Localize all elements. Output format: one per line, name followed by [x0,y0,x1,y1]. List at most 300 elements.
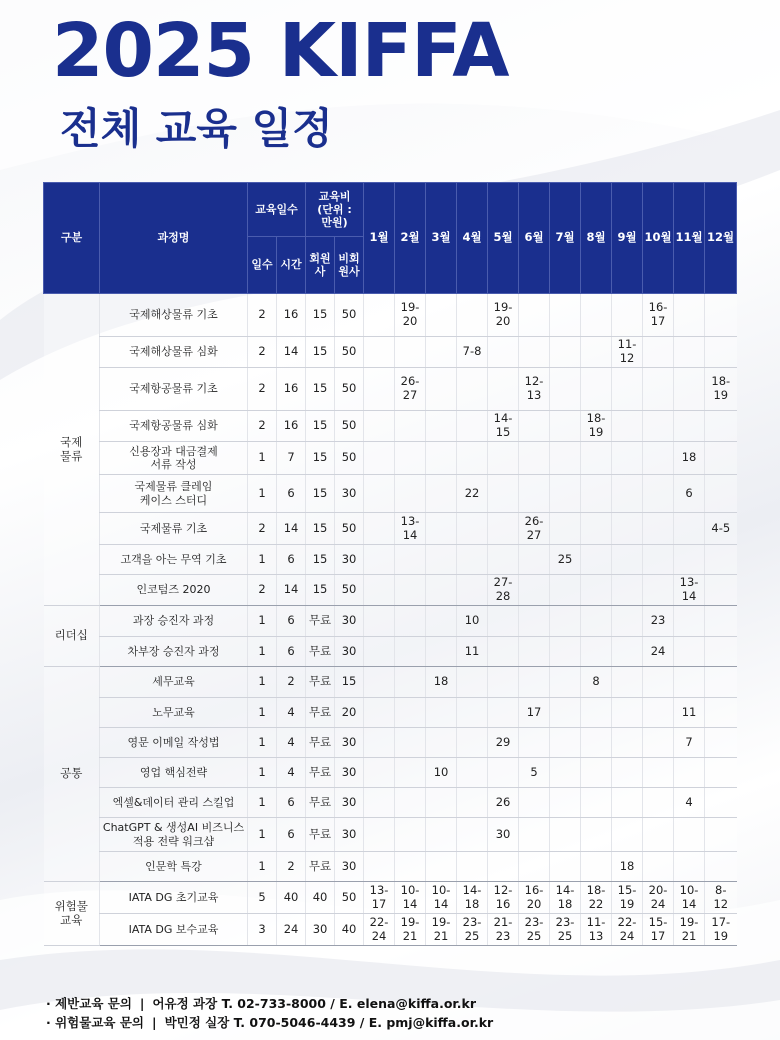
month-date-cell: 11 [674,698,705,728]
table-row [44,914,737,946]
header-month: 8월 [581,183,612,294]
month-date-cell [457,545,488,575]
table-row [44,852,737,882]
category-cell: 공통 [44,667,100,882]
month-date-cell [643,513,674,545]
days-cell: 1 [248,698,277,728]
hours-cell: 16 [277,294,306,337]
month-date-cell [550,818,581,852]
month-date-cell: 7 [674,728,705,758]
month-date-cell [612,513,643,545]
hours-cell: 4 [277,728,306,758]
course-name: 세무교육 [100,667,248,698]
month-date-cell [457,294,488,337]
hours-cell: 6 [277,606,306,637]
month-date-cell [488,337,519,368]
contact-label: · 제반교육 문의 [46,996,132,1011]
month-date-cell [364,337,395,368]
month-date-cell [488,368,519,411]
month-date-cell [426,337,457,368]
month-date-cell [519,545,550,575]
nonmember-fee-cell: 50 [335,442,364,475]
month-date-cell: 17 [519,698,550,728]
page-title: 2025 KIFFA [52,8,509,94]
member-fee-cell: 무료 [306,667,335,698]
month-date-cell [643,667,674,698]
days-cell: 1 [248,788,277,818]
header-month: 7월 [550,183,581,294]
month-date-cell [612,698,643,728]
month-date-cell [705,788,737,818]
month-date-cell [643,545,674,575]
month-date-cell: 24 [643,637,674,667]
header-category: 구분 [44,183,100,294]
month-date-cell [364,475,395,513]
month-date-cell [705,475,737,513]
nonmember-fee-cell: 30 [335,728,364,758]
header-hours: 시간 [277,237,306,294]
month-date-cell [426,698,457,728]
month-date-cell: 6 [674,475,705,513]
month-date-cell [643,411,674,442]
nonmember-fee-cell: 30 [335,545,364,575]
month-date-cell [395,442,426,475]
month-date-cell [364,637,395,667]
nonmember-fee-cell: 50 [335,513,364,545]
member-fee-cell: 15 [306,294,335,337]
month-date-cell: 10 [426,758,457,788]
month-date-cell: 18 [674,442,705,475]
contact-info: 박민정 실장 T. 070-5046-4439 / E. pmj@kiffa.or.kr [164,1015,494,1030]
month-date-cell [426,545,457,575]
table-row [44,411,737,442]
month-date-cell: 12- 13 [519,368,550,411]
month-date-cell [643,368,674,411]
month-date-cell [612,475,643,513]
month-date-cell [581,475,612,513]
month-date-cell [457,442,488,475]
table-row [44,442,737,475]
month-date-cell [674,294,705,337]
month-date-cell [581,513,612,545]
month-date-cell [705,698,737,728]
month-date-cell [705,637,737,667]
nonmember-fee-cell: 30 [335,818,364,852]
header-month: 9월 [612,183,643,294]
month-date-cell [395,637,426,667]
month-date-cell [674,368,705,411]
month-date-cell [426,818,457,852]
table-row [44,545,737,575]
month-date-cell [364,411,395,442]
month-date-cell [395,818,426,852]
days-cell: 1 [248,818,277,852]
nonmember-fee-cell: 30 [335,852,364,882]
month-date-cell [643,698,674,728]
course-name: 엑셀&데이터 관리 스킬업 [100,788,248,818]
month-date-cell [519,788,550,818]
table-row [44,606,737,637]
month-date-cell [705,442,737,475]
month-date-cell [550,575,581,606]
month-date-cell [457,575,488,606]
month-date-cell [395,545,426,575]
month-date-cell: 18 [426,667,457,698]
days-cell: 1 [248,852,277,882]
month-date-cell: 16- 17 [643,294,674,337]
month-date-cell [581,442,612,475]
month-date-cell: 30 [488,818,519,852]
header-month: 3월 [426,183,457,294]
month-date-cell [519,575,550,606]
month-date-cell [488,667,519,698]
month-date-cell [364,818,395,852]
member-fee-cell: 15 [306,368,335,411]
month-date-cell [705,294,737,337]
month-date-cell: 23- 25 [519,914,550,946]
table-row [44,294,737,337]
month-date-cell [426,606,457,637]
course-name: 인문학 특강 [100,852,248,882]
month-date-cell [519,637,550,667]
month-date-cell: 11- 12 [612,337,643,368]
month-date-cell: 11 [457,637,488,667]
month-date-cell [550,337,581,368]
month-date-cell: 23 [643,606,674,637]
month-date-cell: 15- 19 [612,882,643,914]
month-date-cell [643,818,674,852]
course-name: IATA DG 보수교육 [100,914,248,946]
month-date-cell [488,513,519,545]
contact-line-general: · 제반교육 문의 | 어유정 과장 T. 02-733-8000 / E. elena@kiffa.or.kr [46,996,477,1011]
month-date-cell: 23- 25 [457,914,488,946]
hours-cell: 24 [277,914,306,946]
month-date-cell [581,698,612,728]
month-date-cell: 18- 22 [581,882,612,914]
hours-cell: 2 [277,852,306,882]
month-date-cell [643,852,674,882]
month-date-cell: 14- 15 [488,411,519,442]
month-date-cell [364,575,395,606]
month-date-cell: 17- 19 [705,914,737,946]
month-date-cell [395,337,426,368]
month-date-cell: 15- 17 [643,914,674,946]
header-month: 12월 [705,183,737,294]
month-date-cell: 10- 14 [674,882,705,914]
table-row [44,637,737,667]
month-date-cell [705,545,737,575]
month-date-cell [550,667,581,698]
month-date-cell [488,698,519,728]
month-date-cell: 22 [457,475,488,513]
month-date-cell [519,606,550,637]
days-cell: 2 [248,337,277,368]
table-row [44,475,737,513]
month-date-cell: 8 [581,667,612,698]
nonmember-fee-cell: 50 [335,411,364,442]
month-date-cell [643,788,674,818]
table-row [44,788,737,818]
month-date-cell [674,667,705,698]
month-date-cell [581,637,612,667]
month-date-cell [643,337,674,368]
month-date-cell [364,698,395,728]
month-date-cell [550,788,581,818]
month-date-cell [426,575,457,606]
member-fee-cell: 무료 [306,818,335,852]
contact-footer [46,994,493,1032]
month-date-cell: 19- 21 [426,914,457,946]
hours-cell: 16 [277,411,306,442]
month-date-cell: 4 [674,788,705,818]
month-date-cell [519,442,550,475]
month-date-cell [550,606,581,637]
month-date-cell [364,294,395,337]
month-date-cell [705,667,737,698]
month-date-cell [519,667,550,698]
month-date-cell [612,637,643,667]
month-date-cell: 19- 20 [488,294,519,337]
month-date-cell [674,513,705,545]
header-member: 회원 사 [306,237,335,294]
month-date-cell: 27- 28 [488,575,519,606]
member-fee-cell: 무료 [306,728,335,758]
month-date-cell: 26- 27 [395,368,426,411]
days-cell: 2 [248,575,277,606]
month-date-cell: 18 [612,852,643,882]
page-subtitle: 전체 교육 일정 [60,104,333,153]
header-fee: 교육비 (단위 : 만원) [306,183,364,237]
days-cell: 1 [248,475,277,513]
nonmember-fee-cell: 50 [335,575,364,606]
month-date-cell [457,852,488,882]
month-date-cell: 4-5 [705,513,737,545]
member-fee-cell: 무료 [306,698,335,728]
nonmember-fee-cell: 30 [335,758,364,788]
days-cell: 2 [248,513,277,545]
course-name: 고객을 아는 무역 기초 [100,545,248,575]
days-cell: 1 [248,606,277,637]
table-row [44,337,737,368]
member-fee-cell: 15 [306,575,335,606]
course-name: 차부장 승진자 과정 [100,637,248,667]
hours-cell: 14 [277,337,306,368]
schedule-table [43,182,737,946]
month-date-cell [488,637,519,667]
month-date-cell [519,337,550,368]
header-days: 일수 [248,237,277,294]
month-date-cell [581,758,612,788]
month-date-cell [643,728,674,758]
hours-cell: 6 [277,818,306,852]
course-name: 국제항공물류 심화 [100,411,248,442]
member-fee-cell: 15 [306,475,335,513]
header-month: 6월 [519,183,550,294]
month-date-cell [426,513,457,545]
course-name: 국제물류 기초 [100,513,248,545]
month-date-cell [426,475,457,513]
month-date-cell [705,818,737,852]
month-date-cell: 19- 21 [674,914,705,946]
table-row [44,882,737,914]
month-date-cell [519,728,550,758]
month-date-cell [581,294,612,337]
month-date-cell [457,513,488,545]
month-date-cell [488,545,519,575]
table-row [44,575,737,606]
table-row [44,728,737,758]
month-date-cell [550,758,581,788]
month-date-cell: 18- 19 [705,368,737,411]
header-month: 5월 [488,183,519,294]
course-name: 영업 핵심전략 [100,758,248,788]
month-date-cell [426,294,457,337]
hours-cell: 6 [277,788,306,818]
month-date-cell [581,368,612,411]
table-row [44,368,737,411]
month-date-cell [674,606,705,637]
course-name: 인코텀즈 2020 [100,575,248,606]
month-date-cell [519,294,550,337]
month-date-cell: 8- 12 [705,882,737,914]
month-date-cell [395,698,426,728]
month-date-cell [550,728,581,758]
month-date-cell [674,758,705,788]
month-date-cell: 5 [519,758,550,788]
month-date-cell [643,442,674,475]
month-date-cell: 10- 14 [395,882,426,914]
member-fee-cell: 무료 [306,606,335,637]
nonmember-fee-cell: 50 [335,294,364,337]
course-name: 신용장과 대금결제 서류 작성 [100,442,248,475]
month-date-cell [705,852,737,882]
month-date-cell [364,788,395,818]
month-date-cell [612,758,643,788]
month-date-cell [395,788,426,818]
days-cell: 3 [248,914,277,946]
month-date-cell [519,818,550,852]
days-cell: 1 [248,758,277,788]
month-date-cell: 13- 17 [364,882,395,914]
month-date-cell [612,294,643,337]
days-cell: 1 [248,545,277,575]
month-date-cell [426,368,457,411]
month-date-cell [581,788,612,818]
month-date-cell: 10 [457,606,488,637]
month-date-cell [612,667,643,698]
days-cell: 2 [248,294,277,337]
days-cell: 1 [248,728,277,758]
member-fee-cell: 15 [306,513,335,545]
month-date-cell: 10- 14 [426,882,457,914]
month-date-cell [488,758,519,788]
month-date-cell [705,337,737,368]
month-date-cell: 23- 25 [550,914,581,946]
hours-cell: 6 [277,637,306,667]
member-fee-cell: 무료 [306,758,335,788]
member-fee-cell: 40 [306,882,335,914]
month-date-cell [550,852,581,882]
nonmember-fee-cell: 15 [335,667,364,698]
hours-cell: 6 [277,545,306,575]
month-date-cell [674,337,705,368]
month-date-cell [674,411,705,442]
month-date-cell [643,758,674,788]
nonmember-fee-cell: 30 [335,637,364,667]
contact-line-dg: · 위험물교육 문의 | 박민정 실장 T. 070-5046-4439 / E. pmj@kiffa.or.kr [46,1015,494,1030]
month-date-cell [550,513,581,545]
month-date-cell [426,637,457,667]
header-month: 2월 [395,183,426,294]
hours-cell: 6 [277,475,306,513]
days-cell: 1 [248,637,277,667]
month-date-cell [364,545,395,575]
month-date-cell: 12- 16 [488,882,519,914]
month-date-cell [550,411,581,442]
header-month: 10월 [643,183,674,294]
course-name: ChatGPT & 생성AI 비즈니스 적용 전략 워크샵 [100,818,248,852]
days-cell: 2 [248,411,277,442]
month-date-cell [426,728,457,758]
month-date-cell [457,411,488,442]
month-date-cell [612,575,643,606]
month-date-cell [612,606,643,637]
month-date-cell: 13- 14 [674,575,705,606]
month-date-cell [457,818,488,852]
month-date-cell [488,606,519,637]
table-row [44,758,737,788]
month-date-cell: 13- 14 [395,513,426,545]
days-cell: 5 [248,882,277,914]
month-date-cell [488,852,519,882]
hours-cell: 40 [277,882,306,914]
month-date-cell [519,411,550,442]
month-date-cell: 14- 18 [550,882,581,914]
month-date-cell [457,788,488,818]
course-name: 국제물류 클레임 케이스 스터디 [100,475,248,513]
course-name: 과장 승진자 과정 [100,606,248,637]
nonmember-fee-cell: 30 [335,475,364,513]
category-cell: 위험물 교육 [44,882,100,946]
month-date-cell: 16- 20 [519,882,550,914]
days-cell: 1 [248,667,277,698]
month-date-cell [395,758,426,788]
member-fee-cell: 15 [306,442,335,475]
month-date-cell [705,575,737,606]
contact-info: 어유정 과장 T. 02-733-8000 / E. elena@kiffa.or.kr [152,996,477,1011]
month-date-cell: 20- 24 [643,882,674,914]
table-row [44,698,737,728]
month-date-cell [488,475,519,513]
nonmember-fee-cell: 50 [335,882,364,914]
month-date-cell: 25 [550,545,581,575]
course-name: 국제항공물류 기초 [100,368,248,411]
month-date-cell [395,852,426,882]
month-date-cell [705,728,737,758]
month-date-cell: 19- 20 [395,294,426,337]
month-date-cell [457,698,488,728]
course-name: 국제해상물류 심화 [100,337,248,368]
course-name: 노무교육 [100,698,248,728]
month-date-cell [581,728,612,758]
member-fee-cell: 무료 [306,637,335,667]
month-date-cell [550,637,581,667]
month-date-cell: 26 [488,788,519,818]
contact-label: · 위험물교육 문의 [46,1015,144,1030]
hours-cell: 2 [277,667,306,698]
table-row [44,667,737,698]
member-fee-cell: 15 [306,337,335,368]
